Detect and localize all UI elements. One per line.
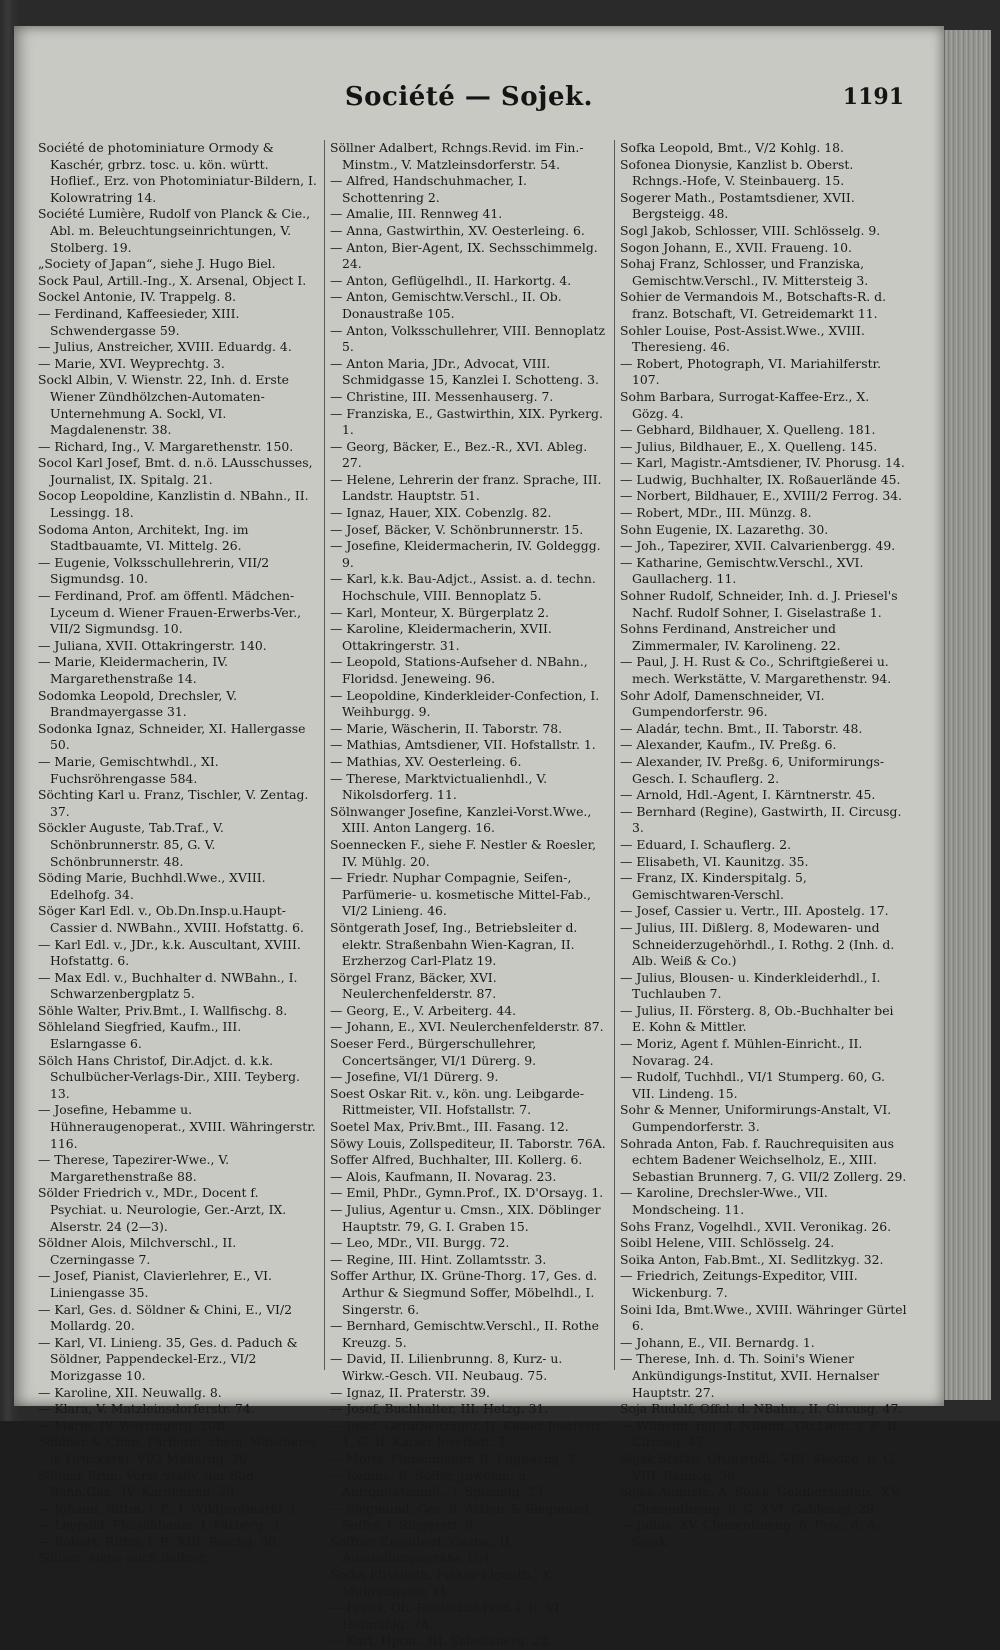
directory-entry: Sojek Auguste, A. Sojek, Geldbörsenfab., XV. Clementineng. 6, G. XVI. Gablenzg. 28.: [620, 1484, 901, 1516]
directory-entry: — Bernhard (Regine), Gastwirth, II. Circusg. 3.: [620, 803, 902, 836]
directory-entry: — Robert, Rittm. i. P., XIII. Reichg. 30.: [38, 1533, 280, 1549]
directory-entry: — Richard, Ing., V. Margarethenstr. 150.: [38, 438, 294, 454]
directory-entry: — Mathias, Amtsdiener, VII. Hofstallstr. 1.: [330, 737, 596, 753]
directory-entry: Sodomka Leopold, Drechsler, V. Brandmayergasse 31.: [38, 687, 238, 720]
directory-entry: — Karoline, Kleidermacherin, XVII. Ottakringerstr. 31.: [330, 621, 552, 653]
directory-entry: Sohler Louise, Post-Assist.Wwe., XVIII. Theresieng. 46.: [620, 322, 865, 355]
directory-entry: — Paul, J. H. Rust & Co., Schriftgießerei u. mech. Werkstätte, V. Margarethenstr. 94.: [620, 654, 892, 686]
directory-entry: Sölch Hans Christof, Dir.Adjct. d. k.k. Schulbücher-Verlags-Dir., XIII. Teyberg. 13.: [38, 1052, 300, 1101]
directory-entry: Soika Anton, Fab.Bmt., XI. Sedlitzkyg. 32.: [620, 1251, 884, 1267]
directory-entry: — Leopold, Stations-Aufseher d. NBahn., Floridsd. Jeneweing. 96.: [330, 654, 588, 686]
directory-entry: Söding Marie, Buchhdl.Wwe., XVIII. Edelhofg. 34.: [38, 870, 266, 902]
directory-entry: — Karl Edl. v., JDr., k.k. Auscultant, XVIII. Hofstattg. 6.: [38, 936, 301, 969]
directory-entry: — Josef, Geräthelträger, II. Kaiser Josefsstr. 1, G. II. Kaiser Josefsstr. 7.: [330, 1417, 604, 1450]
directory-entry: — Wilhelm, Ing. d. NBahn., Ob.Lieut. i. P., II. Circusg. 47.: [620, 1417, 901, 1450]
directory-entry: — Moriz, Fleischhauer, II. Fugbachg. 7.: [330, 1450, 580, 1466]
directory-entry: — Julius, Agentur u. Cmsn., XIX. Döblinger Hauptstr. 79, G. I. Graben 15.: [330, 1202, 601, 1234]
page-title: Société — Sojek.: [344, 82, 594, 112]
directory-entry: — Moriz, Agent f. Mühlen-Einricht., II. Novarag. 24.: [620, 1036, 863, 1068]
directory-entry: — Julius, Bildhauer, E., X. Quelleng. 145.: [620, 438, 878, 454]
directory-entry: Soest Oskar Rit. v., kön. ung. Leibgarde-Rittmeister, VII. Hofstallstr. 7.: [330, 1085, 585, 1118]
page-number: 1191: [842, 84, 904, 110]
directory-entry: — Bernhard, Gemischtw.Verschl., II. Rothe Kreuzg. 5.: [330, 1318, 599, 1350]
directory-entry: Sogon Johann, E., XVII. Fraueng. 10.: [620, 239, 852, 255]
directory-entry: — Julius, III. Dißlerg. 8, Modewaren- und Schneiderzugehörhdl., I. Rothg. 2 (Inh. d. Alb. Weiß & Co.): [620, 919, 895, 969]
directory-entry: — Julius, XV. Clementineng. 6, Proc. d. A. Sojek.: [620, 1517, 880, 1549]
directory-entry: Soini Ida, Bmt.Wwe., XVIII. Währinger Gürtel 6.: [620, 1301, 907, 1334]
directory-entry: Société Lumière, Rudolf von Planck & Cie., Abl. m. Beleuchtungseinrichtungen, V. Stolberg. 19.: [38, 206, 311, 255]
directory-entry: — Eduard, I. Schauflerg. 2.: [620, 836, 792, 852]
directory-entry: Sogerer Math., Postamtsdiener, XVII. Bergsteigg. 48.: [620, 189, 855, 222]
directory-entry: Sohaj Franz, Schlosser, und Franziska, Gemischtw.Verschl., IV. Mittersteig 3.: [620, 256, 869, 288]
directory-entry: Sockel Antonie, IV. Trappelg. 8.: [38, 289, 237, 305]
directory-entry: — Emil, PhDr., Gymn.Prof., IX. D'Orsayg. 1.: [330, 1185, 604, 1201]
directory-entry: Soffer Alfred, Buchhalter, III. Kollerg. 6.: [330, 1152, 583, 1168]
directory-entry: — Josefine, Kleidermacherin, IV. Goldeggg. 9.: [330, 538, 601, 570]
column-1: [38, 140, 318, 1566]
directory-entry: — Ferdinand, Prof. am öffentl. Mädchen-Lyceum d. Wiener Frauen-Erwerbs-Ver., VII/2 Sigmundsg. 10.: [38, 588, 302, 637]
directory-entry: Sohner Rudolf, Schneider, Inh. d. J. Priesel's Nachf. Rudolf Sohner, I. Giselastraße 1.: [620, 588, 898, 620]
directory-entry: — Anton Maria, JDr., Advocat, VIII. Schmidgasse 15, Kanzlei I. Schotteng. 3.: [330, 355, 599, 388]
directory-entry: — Regine, R. Soffer, Juwelen- u. Antiquitätenhdl., I. Spiegelg. 23.: [330, 1467, 548, 1500]
directory-entry: Sohm Barbara, Surrogat-Kaffee-Erz., X. Gözg. 4.: [620, 388, 870, 421]
directory-entry: — Johann, Rittm. i. P., I. Wildpretmarkt 3.: [38, 1500, 299, 1516]
directory-entry: — Johann, E., VII. Bernardg. 1.: [620, 1334, 815, 1350]
directory-entry: — Franz, Ob.-Realschul-Prof. i. P., VI. Hofmühlg. 7A.: [330, 1600, 564, 1632]
directory-entry: — Franz, IX. Kinderspitalg. 5, Gemischtwaren-Verschl.: [620, 870, 807, 902]
directory-entry: — Ferdinand, Kaffeesieder, XIII. Schwendergasse 59.: [38, 305, 240, 338]
directory-entry: Sohn Eugenie, IX. Lazarethg. 30.: [620, 521, 829, 537]
directory-entry: — Anna, Gastwirthin, XV. Oesterleing. 6.: [330, 222, 585, 238]
directory-entry: — Alexander, Kaufm., IV. Preßg. 6.: [620, 737, 837, 753]
directory-entry: — Gebhard, Bildhauer, X. Quelleng. 181.: [620, 422, 876, 438]
directory-entry: Sodoma Anton, Architekt, Ing. im Stadtbauamte, VI. Mittelg. 26.: [38, 521, 249, 554]
directory-entry: Sölder Friedrich v., MDr., Docent f. Psychiat. u. Neurologie, Ger.-Arzt, IX. Alserstr. 24 (2—3).: [38, 1185, 287, 1234]
directory-entry: — Ignaz, Hauer, XIX. Cobenzlg. 82.: [330, 505, 552, 521]
directory-entry: Söckler Auguste, Tab.Traf., V. Schönbrunnerstr. 85, G. V. Schönbrunnerstr. 48.: [38, 820, 224, 869]
directory-entry: — Katharine, Gemischtw.Verschl., XVI. Gaullacherg. 11.: [620, 554, 864, 587]
directory-entry: Sofonea Dionysie, Kanzlist b. Oberst. Rchngs.-Hofe, V. Steinbauerg. 15.: [620, 156, 854, 189]
directory-entry: — Christine, III. Messenhauserg. 7.: [330, 388, 554, 404]
directory-entry: Sodonka Ignaz, Schneider, XI. Hallergasse 50.: [38, 720, 306, 753]
directory-entry: — Klara, V. Matzleinsdorferstr. 74.: [38, 1401, 255, 1417]
directory-entry: — Robert, MDr., III. Münzg. 8.: [620, 505, 812, 521]
directory-entry: — Karl, Hptm., III. Salesianerg. 23.: [330, 1633, 553, 1649]
directory-entry: — Anton, Geflügelhdl., II. Harkortg. 4.: [330, 272, 572, 288]
directory-entry: Söntgerath Josef, Ing., Betriebsleiter d. elektr. Straßenbahn Wien-Kagran, II. Erzherzog Carl-Platz 19.: [330, 919, 578, 969]
directory-entry: — Alexander, IV. Preßg. 6, Uniformirungs-Gesch. I. Schauflerg. 2.: [620, 753, 885, 786]
directory-entry: — Therese, Marktvictualienhdl., V. Nikolsdorferg. 11.: [330, 770, 548, 803]
directory-entry: Söllner Adalbert, Rchngs.Revid. im Fin.-Minstm., V. Matzleinsdorferstr. 54.: [330, 140, 584, 172]
directory-entry: — Josef, Buchhalter, III. Hetzg. 31.: [330, 1401, 549, 1417]
directory-entry: — Ludwig, Buchhalter, IX. Roßauerlände 45.: [620, 471, 901, 487]
directory-entry: Sofka Elisabeth, Fiaker-Eigenth., X. Muhrengasse 41.: [330, 1567, 555, 1599]
directory-entry: Sohrada Anton, Fab. f. Rauchrequisiten aus echtem Badener Weichselholz, E., XIII. Sebastian Brunnerg. 7, G. VII/2 Zollerg. 29.: [620, 1135, 907, 1184]
directory-entry: Socol Karl Josef, Bmt. d. n.ö. LAusschusses, Journalist, IX. Spitalg. 21.: [38, 455, 313, 487]
column-rule: [324, 140, 325, 1370]
directory-entry: — Max Edl. v., Buchhalter d. NWBahn., I. Schwarzenbergplatz 5.: [38, 969, 298, 1002]
directory-entry: Sogl Jakob, Schlosser, VIII. Schlösselg. 9.: [620, 222, 881, 238]
directory-entry: — Robert, Photograph, VI. Mariahilferstr. 107.: [620, 355, 882, 388]
directory-entry: Söldner & Chini, Färberei, chem. Wäscherei u. Druckerei, VI/2 Mollardg. 20.: [38, 1434, 316, 1466]
directory-entry: — Karl, VI. Linieng. 35, Ges. d. Paduch & Söldner, Pappendeckel-Erz., VI/2 Morizgasse 10.: [38, 1334, 298, 1383]
directory-entry: Söger Karl Edl. v., Ob.Dn.Insp.u.Haupt-Cassier d. NWBahn., XVIII. Hofstattg. 6.: [38, 903, 304, 935]
directory-entry: — Amalie, III. Rennweg 41.: [330, 206, 503, 222]
directory-entry: Söchting Karl u. Franz, Tischler, V. Zentag. 37.: [38, 787, 309, 819]
directory-entry: — Marie, Gemischtwhdl., XI. Fuchsröhrengasse 584.: [38, 753, 219, 786]
directory-entry: — Karl, Ges. d. Söldner & Chini, E., VI/2 Mollardg. 20.: [38, 1301, 293, 1334]
directory-entry: Société de photominiature Ormody & Kaschér, grbrz. tosc. u. kön. württ. Hoflief., Erz. von Photominiatur-Bildern, I. Kolowratring 14.: [38, 140, 317, 205]
directory-entry: — Franziska, E., Gastwirthin, XIX. Pyrkerg. 1.: [330, 405, 603, 438]
directory-entry: — Regine, III. Hint. Zollamtsstr. 3.: [330, 1251, 547, 1267]
directory-entry: Sofka Leopold, Bmt., V/2 Kohlg. 18.: [620, 140, 844, 155]
directory-entry: — Josef, Pianist, Clavierlehrer, E., VI. Liniengasse 35.: [38, 1268, 272, 1300]
directory-entry: — Julius, Blousen- u. Kinderkleiderhdl., I. Tuchlauben 7.: [620, 969, 881, 1002]
directory-entry: — Julius, Anstreicher, XVIII. Eduardg. 4.: [38, 339, 292, 355]
directory-entry: Soja Rudolf, Offcl. d. NBahn., II. Circusg. 47.: [620, 1401, 903, 1417]
column-3: [620, 140, 908, 1549]
directory-entry: — Georg, Bäcker, E., Bez.-R., XVI. Ableg. 27.: [330, 438, 588, 471]
directory-entry: Söhleland Siegfried, Kaufm., III. Eslarngasse 6.: [38, 1019, 242, 1052]
directory-entry: — Anton, Volksschullehrer, VIII. Bennoplatz 5.: [330, 322, 606, 355]
directory-entry: Socop Leopoldine, Kanzlistin d. NBahn., II. Lessingg. 18.: [38, 488, 309, 521]
directory-entry: — Josefine, Hebamme u. Hühneraugenoperat., XVIII. Währingerstr. 116.: [38, 1102, 316, 1151]
directory-columns: [38, 140, 908, 1649]
directory-entry: — Friedrich, Zeitungs-Expeditor, VIII. Wickenburg. 7.: [620, 1268, 858, 1300]
directory-entry: — Georg, E., V. Arbeiterg. 44.: [330, 1002, 517, 1018]
directory-entry: — Siegmund, Ges. d. Arthur & Siegmund Soffer, I. Singerstr. 6.: [330, 1500, 589, 1533]
directory-entry: — Josef, Cassier u. Vertr., III. Apostelg. 17.: [620, 903, 889, 919]
directory-entry: — Johann, E., XVI. Neulerchenfelderstr. 87.: [330, 1019, 604, 1035]
directory-entry: Sohr Adolf, Damenschneider, VI. Gumpendorferstr. 96.: [620, 687, 825, 720]
page-header: [34, 82, 904, 122]
directory-entry: — Norbert, Bildhauer, E., XVIII/2 Ferrog. 34.: [620, 488, 903, 504]
directory-entry: — Aladár, techn. Bmt., II. Taborstr. 48.: [620, 720, 863, 736]
directory-entry: Sörgel Franz, Bäcker, XVI. Neulerchenfelderstr. 87.: [330, 969, 497, 1002]
directory-entry: — Karl, Monteur, X. Bürgerplatz 2.: [330, 604, 550, 620]
directory-entry: — Anton, Gemischtw.Verschl., II. Ob. Donaustraße 105.: [330, 289, 562, 321]
column-2: [330, 140, 610, 1649]
directory-entry: Sohier de Vermandois M., Botschafts-R. d. franz. Botschaft, VI. Getreidemarkt 11.: [620, 289, 887, 321]
directory-entry: Söwy Louis, Zollspediteur, II. Taborstr. 76A.: [330, 1135, 606, 1151]
directory-entry: — Rudolf, Tuchhdl., VI/1 Stumperg. 60, G. VII. Lindeng. 15.: [620, 1069, 885, 1101]
directory-entry: — Anton, Bier-Agent, IX. Sechsschimmelg. 24.: [330, 239, 598, 272]
directory-entry: — Therese, Inh. d. Th. Soini's Wiener Ankündigungs-Institut, XVII. Hernalser Hauptstr. 27.: [620, 1351, 880, 1400]
directory-entry: — Leopold, Fleischhauer, I. Färberg. 3.: [38, 1517, 284, 1533]
directory-entry: — Leopoldine, Kinderkleider-Confection, I. Weihburgg. 9.: [330, 687, 600, 720]
directory-entry: — Mathias, XV. Oesterleing. 6.: [330, 753, 522, 769]
directory-entry: — Karl, k.k. Bau-Adjct., Assist. a. d. techn. Hochschule, VIII. Bennoplatz 5.: [330, 571, 596, 604]
directory-entry: — Helene, Lehrerin der franz. Sprache, III. Landstr. Hauptstr. 51.: [330, 471, 602, 504]
directory-entry: — Elisabeth, VI. Kaunitzg. 35.: [620, 853, 809, 869]
directory-entry: — Marie, IV. Weyringerg. 30B.: [38, 1417, 229, 1433]
page-edge: [944, 30, 991, 1400]
directory-entry: — Karl, Magistr.-Amtsdiener, IV. Phorusg. 14.: [620, 455, 905, 471]
directory-entry: Söhle Walter, Priv.Bmt., I. Wallfischg. 8.: [38, 1002, 288, 1018]
directory-entry: Söllner Brun. Vorst.Stellv. der Süd-Bahn.Ges., IV. Karolineng. 28.: [38, 1467, 259, 1500]
directory-entry: — Julius, II. Försterg. 8, Ob.-Buchhalter bei E. Kohn & Mittler.: [620, 1002, 894, 1035]
directory-entry: Soibl Helene, VIII. Schlösselg. 24.: [620, 1235, 835, 1251]
directory-entry: — Friedr. Nuphar Compagnie, Seifen-, Parfümerie- u. kosmetische Mittel-Fab., VI/2 Linieng. 46.: [330, 870, 591, 919]
directory-entry: — David, II. Lilienbrunng. 8, Kurz- u. Wirkw.-Gesch. VII. Neubaug. 75.: [330, 1351, 563, 1383]
directory-entry: — Alfred, Handschuhmacher, I. Schottenring 2.: [330, 173, 527, 205]
directory-entry: — Therese, Tapezirer-Wwe., V. Margarethenstraße 88.: [38, 1152, 230, 1184]
directory-entry: Sojak Stefan, Grünwhdl., VIII. Skodag. 6, G. VIII. Bennog. 30.: [620, 1450, 897, 1483]
directory-entry: — Karoline, Drechsler-Wwe., VII. Mondscheing. 11.: [620, 1185, 828, 1217]
directory-entry: Soeser Ferd., Bürgerschullehrer, Concertsänger, VI/1 Dürerg. 9.: [330, 1036, 537, 1068]
column-rule: [614, 140, 615, 1370]
directory-entry: Soffer Arthur, IX. Grüne-Thorg. 17, Ges. d. Arthur & Siegmund Soffer, Möbelhdl., I. Singerstr. 6.: [330, 1268, 598, 1317]
directory-entry: Sölnwanger Josefine, Kanzlei-Vorst.Wwe., XIII. Anton Langerg. 16.: [330, 803, 592, 836]
directory-entry: Sohr & Menner, Uniformirungs-Anstalt, VI. Gumpendorferstr. 3.: [620, 1102, 892, 1135]
directory-entry: — Ignaz, II. Praterstr. 39.: [330, 1384, 490, 1400]
directory-entry: — Marie, Kleidermacherin, IV. Margarethenstraße 14.: [38, 654, 228, 686]
directory-entry: — Arnold, Hdl.-Agent, I. Kärntnerstr. 45.: [620, 787, 876, 803]
directory-entry: Soffner Engelbert, Gastw., II. Ausstellungsstraße 104.: [330, 1533, 514, 1566]
directory-entry: — Alois, Kaufmann, II. Novarag. 23.: [330, 1168, 557, 1184]
directory-entry: Sockl Albin, V. Wienstr. 22, Inh. d. Erste Wiener Zündhölzchen-Automaten-Unternehmung A. Sockl, VI. Magdalenenstr. 38.: [38, 372, 290, 438]
directory-entry: — Marie, XVI. Weyprechtg. 3.: [38, 355, 225, 371]
directory-entry: Sock Paul, Artill.-Ing., X. Arsenal, Object I.: [38, 272, 307, 288]
directory-entry: Sohns Ferdinand, Anstreicher und Zimmermaler, IV. Karolineng. 22.: [620, 621, 841, 653]
directory-entry: — Josef, Bäcker, V. Schönbrunnerstr. 15.: [330, 521, 584, 537]
directory-entry: Sohs Franz, Vogelhdl., XVII. Veronikag. 26.: [620, 1218, 892, 1234]
directory-entry: — Josefine, VI/1 Dürerg. 9.: [330, 1069, 499, 1085]
directory-entry: — Juliana, XVII. Ottakringerstr. 140.: [38, 637, 267, 653]
directory-entry: Söllner, siehe auch Sellner.: [38, 1550, 209, 1566]
directory-entry: — Karoline, XII. Neuwallg. 8.: [38, 1384, 222, 1400]
directory-entry: „Society of Japan“, siehe J. Hugo Biel.: [38, 256, 276, 272]
directory-entry: — Marie, Wäscherin, II. Taborstr. 78.: [330, 720, 563, 736]
directory-entry: Soennecken F., siehe F. Nestler & Roesler, IV. Mühlg. 20.: [330, 836, 597, 869]
directory-page: [14, 26, 944, 1649]
directory-entry: — Eugenie, Volksschullehrerin, VII/2 Sigmundsg. 10.: [38, 554, 270, 587]
directory-entry: — Joh., Tapezirer, XVII. Calvarienbergg. 49.: [620, 538, 896, 554]
directory-entry: — Leo, MDr., VII. Burgg. 72.: [330, 1235, 510, 1251]
directory-entry: Soetel Max, Priv.Bmt., III. Fasang. 12.: [330, 1119, 569, 1135]
directory-entry: Söldner Alois, Milchverschl., II. Czerningasse 7.: [38, 1235, 237, 1267]
